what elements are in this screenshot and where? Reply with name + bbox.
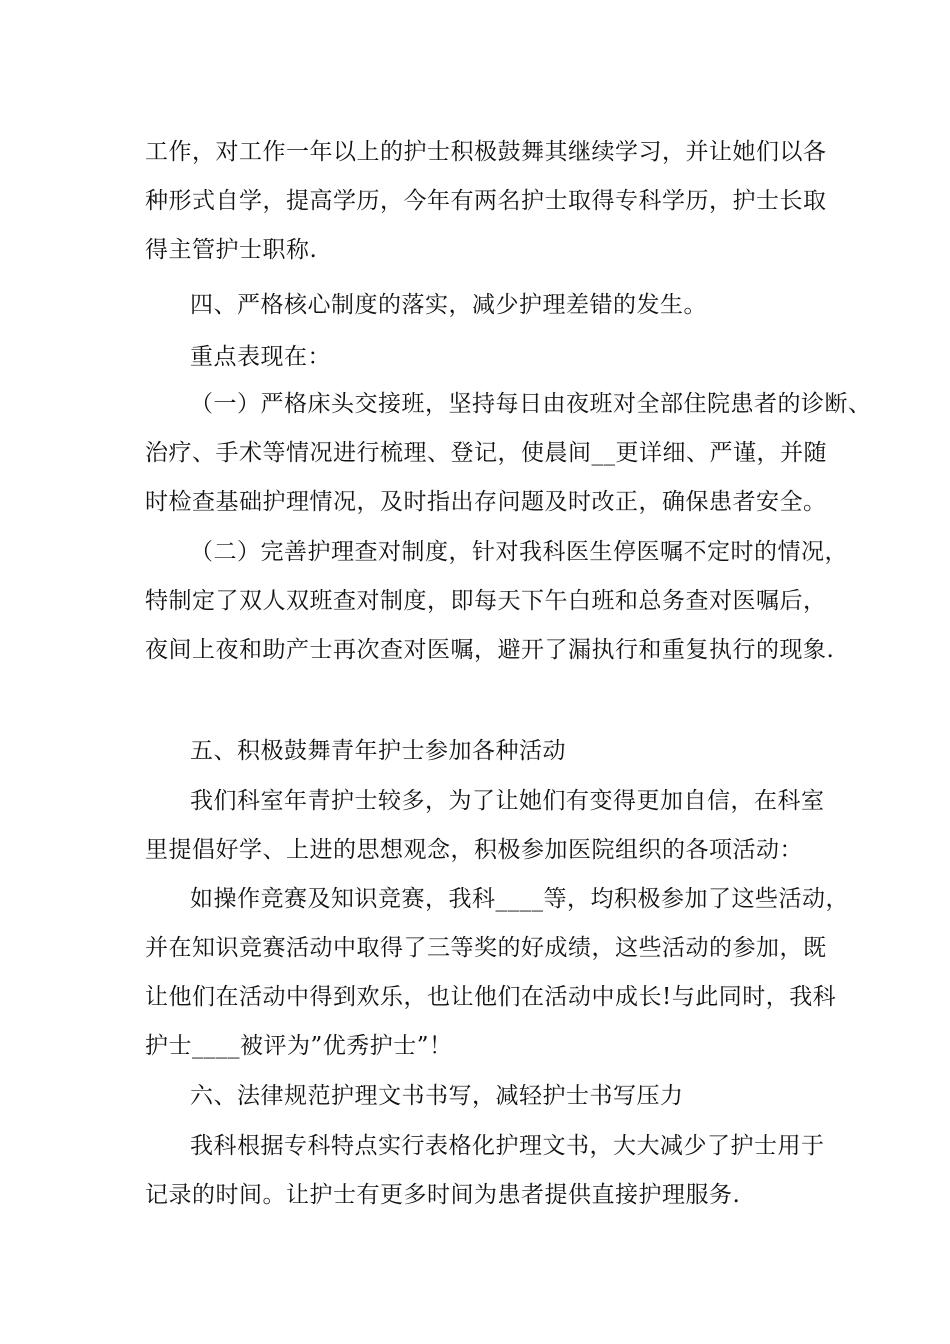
paragraph-line: 治疗、手术等情况进行梳理、登记，使晨间__更详细、严谨，并随 xyxy=(145,440,827,466)
paragraph-line: 重点表现在： xyxy=(190,344,331,370)
paragraph-line: （二）完善护理查对制度，针对我科医生停医嘱不定时的情况， xyxy=(190,539,848,565)
paragraph-line: 记录的时间。让护士有更多时间为患者提供直接护理服务. xyxy=(145,1182,741,1208)
paragraph-line: 如操作竞赛及知识竞赛，我科____等，均积极参加了这些活动， xyxy=(190,886,849,912)
section-heading: 四、严格核心制度的落实，减少护理差错的发生。 xyxy=(190,292,707,318)
paragraph-line: 护士____被评为”优秀护士”！ xyxy=(145,1033,453,1059)
paragraph-line: （一）严格床头交接班，坚持每日由夜班对全部住院患者的诊断、 xyxy=(190,391,872,417)
paragraph-line: 种形式自学，提高学历，今年有两名护士取得专科学历，护士长取 xyxy=(145,188,827,214)
paragraph-line: 让他们在活动中得到欢乐，也让他们在活动中成长!与此同时，我科 xyxy=(145,984,837,1010)
section-heading: 五、积极鼓舞青年护士参加各种活动 xyxy=(190,738,566,764)
paragraph-line: 里提倡好学、上进的思想观念，积极参加医院组织的各项活动： xyxy=(145,837,803,863)
paragraph-line: 夜间上夜和助产士再次查对医嘱，避开了漏执行和重复执行的现象. xyxy=(145,637,835,663)
paragraph-line: 特制定了双人双班查对制度，即每天下午白班和总务查对医嘱后， xyxy=(145,588,827,614)
paragraph-line: 得主管护士职称. xyxy=(145,237,318,263)
paragraph-line: 我科根据专科特点实行表格化护理文书，大大减少了护士用于 xyxy=(190,1133,825,1159)
paragraph-line: 我们科室年青护士较多，为了让她们有变得更加自信，在科室 xyxy=(190,788,825,814)
paragraph-line: 并在知识竞赛活动中取得了三等奖的好成绩，这些活动的参加，既 xyxy=(145,935,827,961)
paragraph-line: 工作，对工作一年以上的护士积极鼓舞其继续学习，并让她们以各 xyxy=(145,139,827,165)
paragraph-line: 时检查基础护理情况，及时指出存问题及时改正，确保患者安全。 xyxy=(145,489,827,515)
section-heading: 六、法律规范护理文书书写，减轻护士书写压力 xyxy=(190,1083,684,1109)
